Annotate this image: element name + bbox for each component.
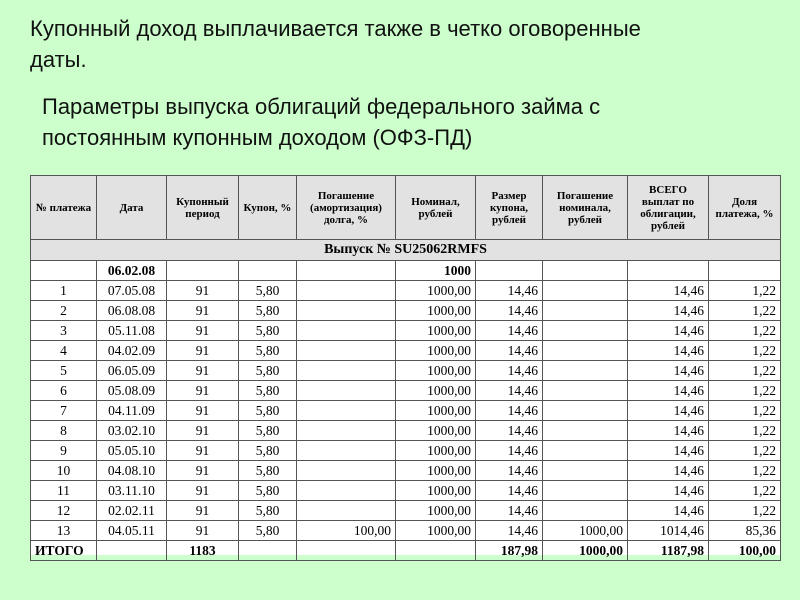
table-cell: 14,46 xyxy=(476,341,543,361)
table-cell xyxy=(543,261,628,281)
table-cell xyxy=(31,261,97,281)
table-cell: 14,46 xyxy=(476,301,543,321)
table-row xyxy=(31,521,781,541)
table-cell: 91 xyxy=(167,401,239,421)
table-cell: 1,22 xyxy=(709,361,781,381)
table-cell: 14,46 xyxy=(476,441,543,461)
slide-intro-text: Купонный доход выплачивается также в четко оговоренные даты. xyxy=(30,16,641,72)
table-cell: 5,80 xyxy=(239,501,297,521)
table-cell: 03.02.10 xyxy=(97,421,167,441)
table-cell: 14,46 xyxy=(476,421,543,441)
table-cell: 5,80 xyxy=(239,361,297,381)
table-cell xyxy=(543,501,628,521)
table-cell: 14,46 xyxy=(628,381,709,401)
table-cell: 91 xyxy=(167,321,239,341)
table-cell xyxy=(239,261,297,281)
total-row xyxy=(31,541,781,561)
issue-label: Выпуск № SU25062RMFS xyxy=(31,240,781,261)
column-header: Погашение номинала, рублей xyxy=(543,176,628,240)
table-cell xyxy=(239,541,297,561)
table-cell: 4 xyxy=(31,341,97,361)
table-cell xyxy=(297,261,396,281)
table-row xyxy=(31,301,781,321)
table-cell: 14,46 xyxy=(628,401,709,421)
table-cell: 06.08.08 xyxy=(97,301,167,321)
table-cell: 1 xyxy=(31,281,97,301)
table-cell: 91 xyxy=(167,341,239,361)
table-cell: 1,22 xyxy=(709,281,781,301)
table-cell: 1183 xyxy=(167,541,239,561)
table-cell xyxy=(297,321,396,341)
table-cell: 5,80 xyxy=(239,481,297,501)
table-cell xyxy=(543,421,628,441)
table-cell: 14,46 xyxy=(476,281,543,301)
table-cell: 1000,00 xyxy=(543,521,628,541)
table-cell: 05.05.10 xyxy=(97,441,167,461)
table-cell: 14,46 xyxy=(476,321,543,341)
table-cell: 1,22 xyxy=(709,381,781,401)
table-cell xyxy=(297,421,396,441)
table-cell: 5,80 xyxy=(239,281,297,301)
table-cell: 14,46 xyxy=(628,461,709,481)
table-cell xyxy=(297,481,396,501)
table-row xyxy=(31,381,781,401)
table-cell: 1000,00 xyxy=(543,541,628,561)
table-cell xyxy=(709,261,781,281)
column-header: № платежа xyxy=(31,176,97,240)
column-header: Купонный период xyxy=(167,176,239,240)
bond-payments-table xyxy=(30,175,781,561)
table-cell: 1014,46 xyxy=(628,521,709,541)
table-cell: 5 xyxy=(31,361,97,381)
table-cell: 100,00 xyxy=(297,521,396,541)
table-cell: 91 xyxy=(167,421,239,441)
table-cell: 7 xyxy=(31,401,97,421)
table-cell: 1,22 xyxy=(709,421,781,441)
table-cell xyxy=(167,261,239,281)
table-row xyxy=(31,481,781,501)
table-cell: 1,22 xyxy=(709,321,781,341)
table-cell: 91 xyxy=(167,461,239,481)
issue-start-row xyxy=(31,261,781,281)
table-row xyxy=(31,421,781,441)
issue-row xyxy=(31,240,781,261)
table-cell: 14,46 xyxy=(628,421,709,441)
table-cell: 03.11.10 xyxy=(97,481,167,501)
table-cell xyxy=(543,401,628,421)
table-cell: 1000,00 xyxy=(396,301,476,321)
table-cell: 06.05.09 xyxy=(97,361,167,381)
table-cell xyxy=(543,461,628,481)
table-cell: 91 xyxy=(167,481,239,501)
table-cell: 5,80 xyxy=(239,381,297,401)
table-cell: 1000,00 xyxy=(396,501,476,521)
table-cell: 1000,00 xyxy=(396,481,476,501)
table-cell: 04.08.10 xyxy=(97,461,167,481)
table-cell xyxy=(297,281,396,301)
table-cell: 5,80 xyxy=(239,441,297,461)
table-cell: 1,22 xyxy=(709,461,781,481)
table-cell xyxy=(543,321,628,341)
table-cell: 5,80 xyxy=(239,301,297,321)
table-row xyxy=(31,401,781,421)
table-cell: 85,36 xyxy=(709,521,781,541)
table-cell: 1,22 xyxy=(709,341,781,361)
table-cell: 5,80 xyxy=(239,341,297,361)
table-cell xyxy=(297,461,396,481)
table-cell: 1000,00 xyxy=(396,401,476,421)
slide-subtitle: Параметры выпуска облигаций федерального займа с постоянным купонным доходом (ОФЗ-ПД) xyxy=(42,94,601,150)
table-cell: 14,46 xyxy=(476,461,543,481)
table-cell xyxy=(297,441,396,461)
table-cell xyxy=(297,361,396,381)
table-cell: 1,22 xyxy=(709,301,781,321)
table-cell: 1,22 xyxy=(709,401,781,421)
table-cell: 1000,00 xyxy=(396,441,476,461)
table-cell: 1187,98 xyxy=(628,541,709,561)
table-cell: 14,46 xyxy=(628,281,709,301)
table-cell: 1,22 xyxy=(709,481,781,501)
table-cell: 05.08.09 xyxy=(97,381,167,401)
column-header: Купон, % xyxy=(239,176,297,240)
column-header: Размер купона, рублей xyxy=(476,176,543,240)
table-cell: 91 xyxy=(167,301,239,321)
table-cell: 3 xyxy=(31,321,97,341)
table-cell: 187,98 xyxy=(476,541,543,561)
column-header: Погашение (амортизация) долга, % xyxy=(297,176,396,240)
table-cell: 14,46 xyxy=(628,341,709,361)
table-cell: 91 xyxy=(167,521,239,541)
table-cell: 1000,00 xyxy=(396,421,476,441)
table-cell xyxy=(543,361,628,381)
table-cell: 1000,00 xyxy=(396,521,476,541)
table-cell: 5,80 xyxy=(239,461,297,481)
table-cell xyxy=(297,401,396,421)
table-row xyxy=(31,501,781,521)
table-cell xyxy=(543,481,628,501)
table-cell: 8 xyxy=(31,421,97,441)
table-cell xyxy=(543,341,628,361)
table-cell: ИТОГО xyxy=(31,541,97,561)
table-cell: 12 xyxy=(31,501,97,521)
table-cell: 1000,00 xyxy=(396,321,476,341)
column-header: ВСЕГО выплат по облигации, рублей xyxy=(628,176,709,240)
table-cell: 91 xyxy=(167,381,239,401)
table-cell: 13 xyxy=(31,521,97,541)
table-cell: 1000,00 xyxy=(396,281,476,301)
table-row xyxy=(31,341,781,361)
table-row xyxy=(31,441,781,461)
table-cell xyxy=(628,261,709,281)
table-cell xyxy=(297,341,396,361)
table-cell xyxy=(543,301,628,321)
table-cell: 07.05.08 xyxy=(97,281,167,301)
table-cell: 91 xyxy=(167,281,239,301)
table-cell xyxy=(396,541,476,561)
table-cell: 06.02.08 xyxy=(97,261,167,281)
table-cell xyxy=(543,441,628,461)
table-header-row xyxy=(31,176,781,240)
table-cell: 04.11.09 xyxy=(97,401,167,421)
table-cell: 91 xyxy=(167,361,239,381)
table-cell xyxy=(97,541,167,561)
table-cell xyxy=(297,301,396,321)
column-header: Доля платежа, % xyxy=(709,176,781,240)
table-cell: 10 xyxy=(31,461,97,481)
table-cell: 14,46 xyxy=(628,441,709,461)
bond-payments-table-container xyxy=(30,175,780,558)
table-cell: 14,46 xyxy=(476,381,543,401)
table-row xyxy=(31,461,781,481)
column-header: Дата xyxy=(97,176,167,240)
table-cell: 02.02.11 xyxy=(97,501,167,521)
table-cell: 1000 xyxy=(396,261,476,281)
table-cell: 100,00 xyxy=(709,541,781,561)
table-row xyxy=(31,361,781,381)
table-cell: 5,80 xyxy=(239,321,297,341)
column-header: Номинал, рублей xyxy=(396,176,476,240)
table-cell: 91 xyxy=(167,441,239,461)
table-cell: 14,46 xyxy=(628,361,709,381)
table-cell: 9 xyxy=(31,441,97,461)
table-row xyxy=(31,321,781,341)
table-cell: 04.05.11 xyxy=(97,521,167,541)
table-cell: 11 xyxy=(31,481,97,501)
table-cell: 2 xyxy=(31,301,97,321)
table-cell: 5,80 xyxy=(239,421,297,441)
table-cell xyxy=(543,281,628,301)
table-cell: 14,46 xyxy=(476,481,543,501)
table-cell: 5,80 xyxy=(239,521,297,541)
table-cell: 14,46 xyxy=(628,481,709,501)
table-cell: 14,46 xyxy=(476,521,543,541)
table-cell xyxy=(543,381,628,401)
table-cell xyxy=(297,381,396,401)
table-cell: 6 xyxy=(31,381,97,401)
table-cell xyxy=(297,541,396,561)
table-cell: 1,22 xyxy=(709,501,781,521)
table-cell: 14,46 xyxy=(628,321,709,341)
table-cell: 14,46 xyxy=(628,501,709,521)
table-cell: 91 xyxy=(167,501,239,521)
table-cell: 1000,00 xyxy=(396,461,476,481)
table-cell xyxy=(476,261,543,281)
table-cell: 1,22 xyxy=(709,441,781,461)
table-cell: 14,46 xyxy=(476,501,543,521)
table-cell: 1000,00 xyxy=(396,381,476,401)
table-cell: 04.02.09 xyxy=(97,341,167,361)
table-cell: 1000,00 xyxy=(396,361,476,381)
table-cell: 14,46 xyxy=(476,401,543,421)
table-cell: 1000,00 xyxy=(396,341,476,361)
table-cell xyxy=(297,501,396,521)
table-cell: 14,46 xyxy=(628,301,709,321)
table-cell: 05.11.08 xyxy=(97,321,167,341)
table-cell: 14,46 xyxy=(476,361,543,381)
table-row xyxy=(31,281,781,301)
table-cell: 5,80 xyxy=(239,401,297,421)
